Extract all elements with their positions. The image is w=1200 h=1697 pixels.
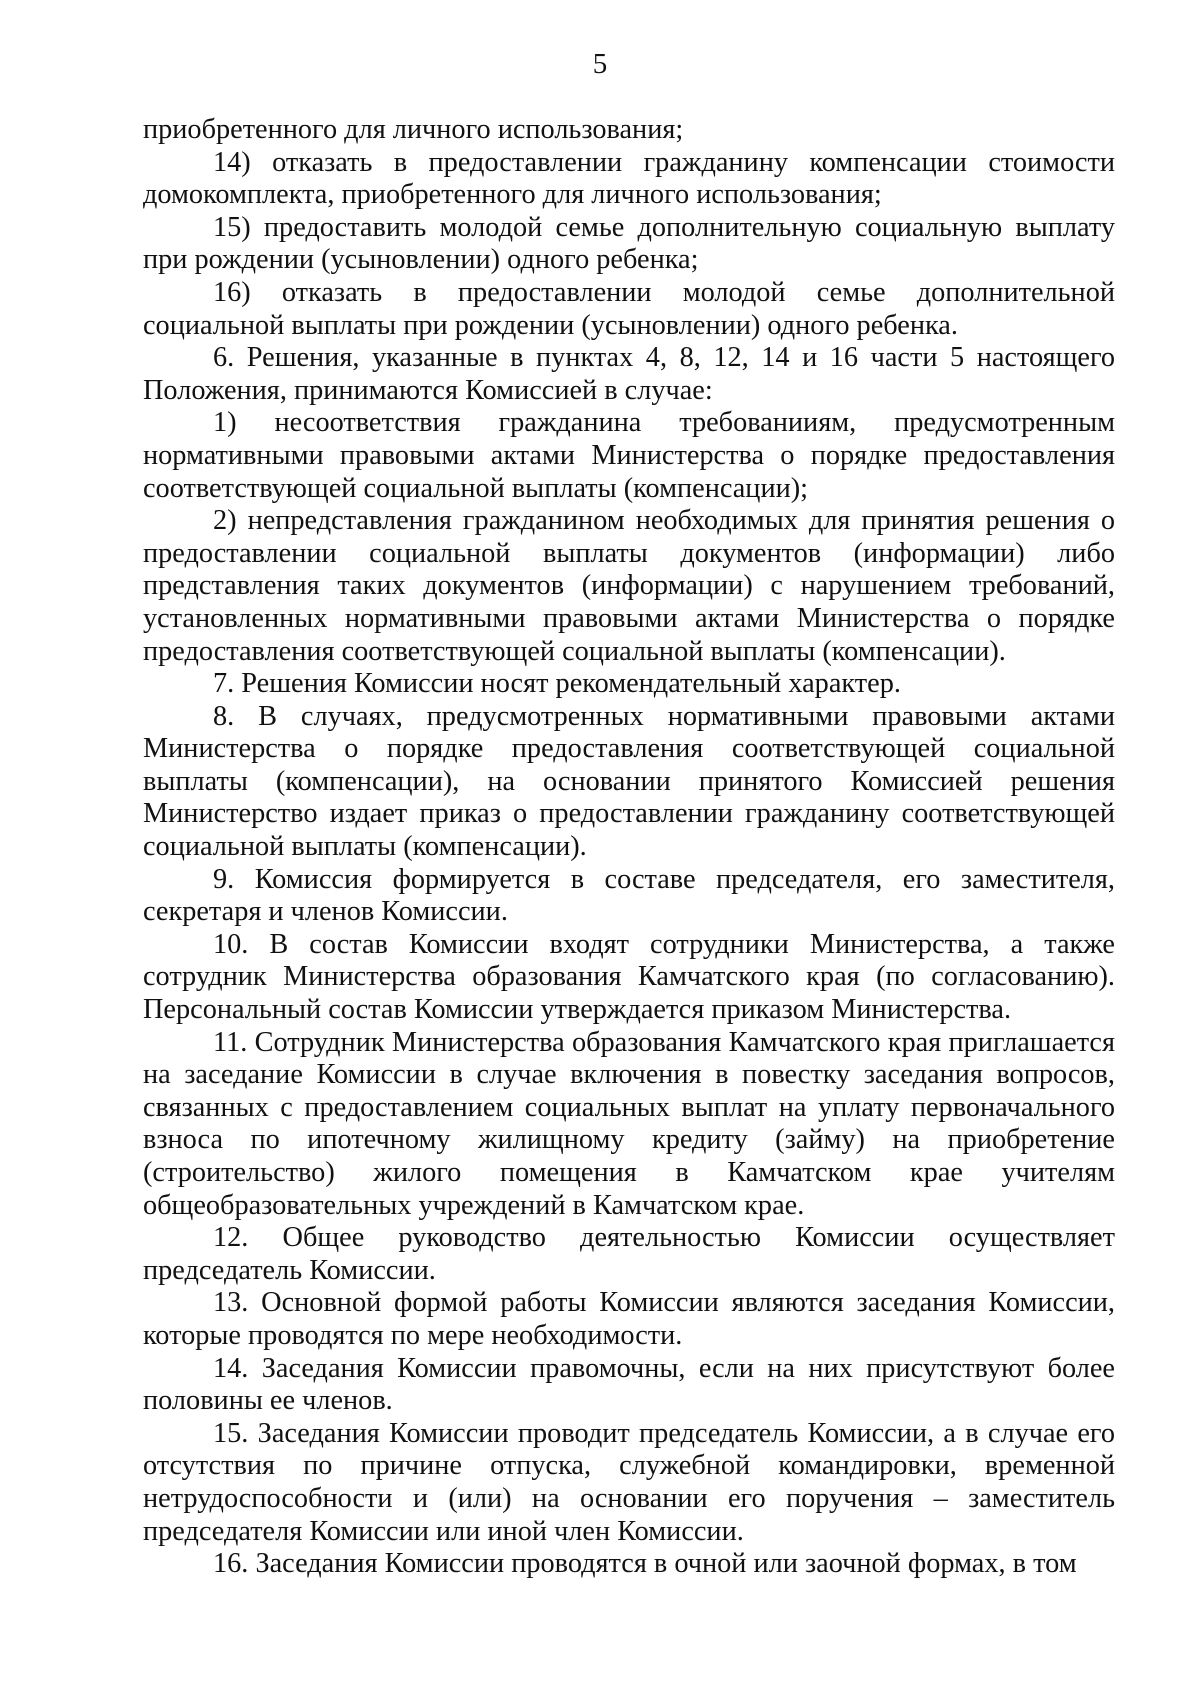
paragraph-section-13: 13. Основной формой работы Комиссии являются заседания Комиссии, которые проводятся по мере необходимости. (143, 1287, 1115, 1351)
paragraph-section-12: 12. Общее руководство деятельностью Комиссии осуществляет председатель Комиссии. (143, 1222, 1115, 1286)
paragraph-subitem-2: 2) непредставления гражданином необходимых для принятия решения о предоставлении социальной выплаты документов (информации) либо представления таких документов (информации) с нарушением требований, установленных нормативными правовыми актами Министерства о порядке предоставления соответствующей социальной выплаты (компенсации). (143, 505, 1115, 667)
paragraph-subitem-1: 1) несоответствия гражданина требованииям, предусмотренным нормативными правовыми актами Министерства о порядке предоставления соответствующей социальной выплаты (компенсации); (143, 407, 1115, 504)
document-body (143, 114, 1115, 1581)
paragraph-section-14: 14. Заседания Комиссии правомочны, если на них присутствуют более половины ее членов. (143, 1352, 1115, 1417)
paragraph-section-11: 11. Сотрудник Министерства образования Камчатского края приглашается на заседание Комиссии в случае включения в повестку заседания вопросов, связанных с предоставлением социальных выплат на уплату первоначального взноса по ипотечному жилищному кредиту (займу) на приобретение (строительство) жилого помещения в Камчатском крае учителям общеобразовательных учреждений в Камчатском крае. (143, 1026, 1115, 1221)
page-number: 5 (592, 48, 608, 80)
paragraph-section-10: 10. В состав Комиссии входят сотрудники Министерства, а также сотрудник Министерства образования Камчатского края (по согласованию). Персональный состав Комиссии утверждается приказом Министерства. (143, 928, 1115, 1026)
paragraph-continuation: приобретенного для личного использования; (143, 114, 684, 145)
paragraph-item-16: 16) отказать в предоставлении молодой семье дополнительной социальной выплаты при рождении (усыновлении) одного ребенка. (143, 276, 1115, 341)
paragraph-section-6: 6. Решения, указанные в пунктах 4, 8, 12, 14 и 16 части 5 настоящего Положения, принимаются Комиссией в случае: (143, 342, 1115, 406)
paragraph-section-15: 15. Заседания Комиссии проводит председатель Комиссии, а в случае его отсутствия по причине отпуска, служебной командировки, временной нетрудоспособности и (или) на основании его поручения – заместитель председателя Комиссии или иной член Комиссии. (143, 1417, 1115, 1547)
paragraph-section-9: 9. Комиссия формируется в составе председателя, его заместителя, секретаря и членов Комиссии. (143, 863, 1115, 928)
paragraph-section-16: 16. Заседания Комиссии проводятся в очной или заочной формах, в том (213, 1548, 1077, 1580)
paragraph-item-14: 14) отказать в предоставлении гражданину компенсации стоимости домокомплекта, приобретенного для личного использования; (143, 146, 1115, 211)
paragraph-section-7: 7. Решения Комиссии носят рекомендательный характер. (213, 668, 901, 700)
paragraph-section-8: 8. В случаях, предусмотренных нормативными правовыми актами Министерства о порядке предоставления соответствующей социальной выплаты (компенсации), на основании принятого Комиссией решения Министерство издает приказ о предоставлении гражданину соответствующей социальной выплаты (компенсации). (143, 700, 1115, 863)
paragraph-item-15: 15) предоставить молодой семье дополнительную социальную выплату при рождении (усыновлении) одного ребенка; (143, 211, 1115, 276)
